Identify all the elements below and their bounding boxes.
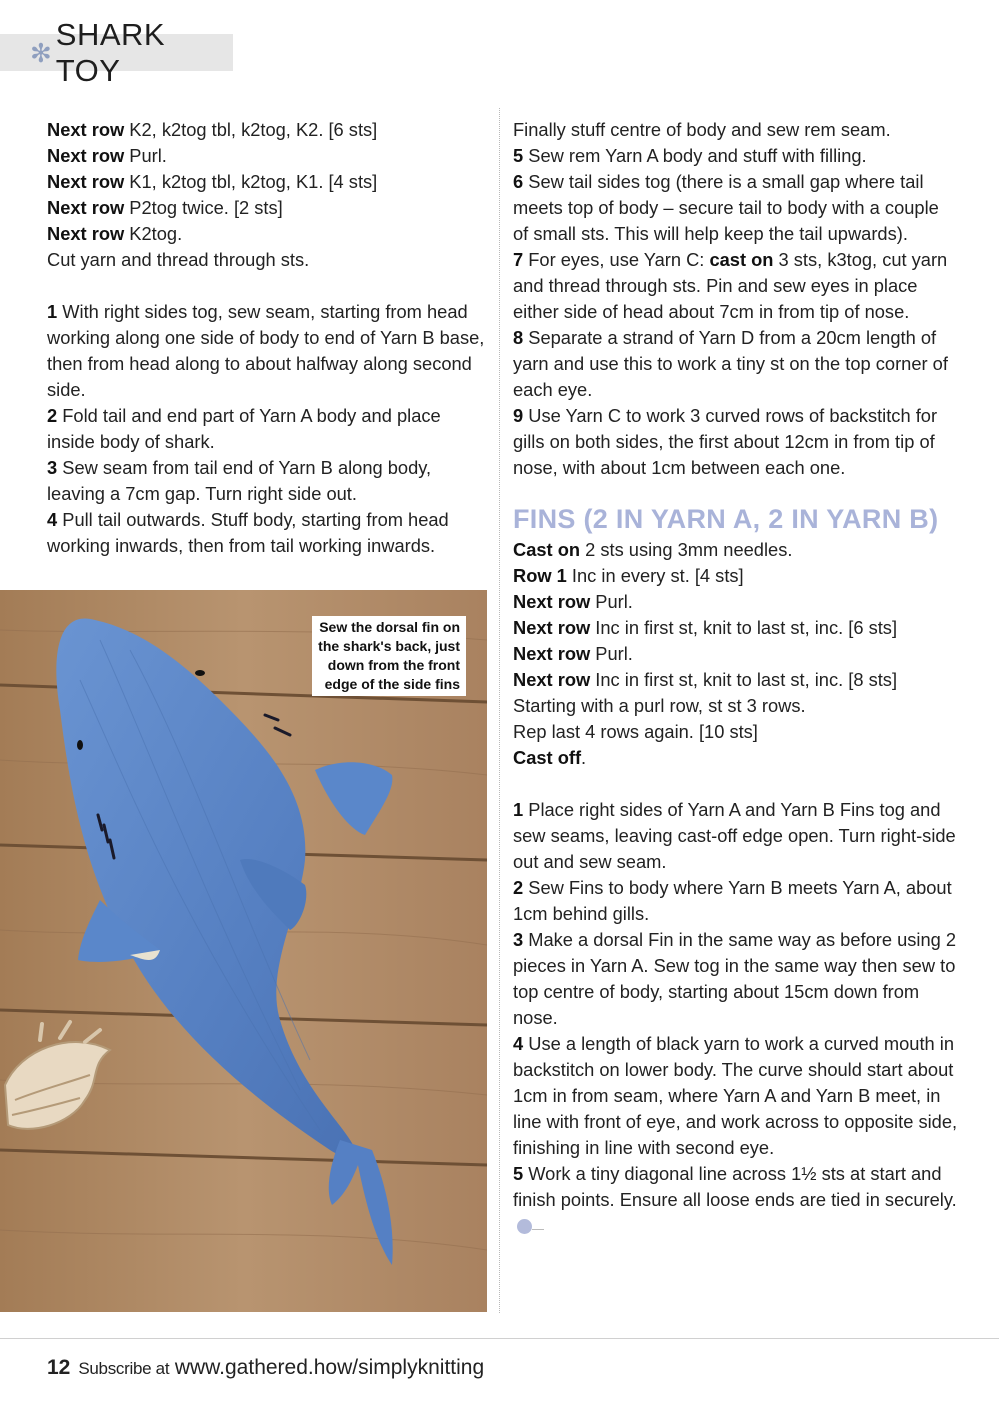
subscribe-label: Subscribe at (78, 1359, 170, 1378)
making-step: 1 With right sides tog, sew seam, starting from head working along one side of body to end of Yarn B base, then from head along to about halfway along second side. (47, 301, 485, 400)
pattern-row: Cast on 2 sts using 3mm needles. (513, 539, 793, 560)
photo-caption: Sew the dorsal fin on the shark's back, just down from the front edge of the side fins (312, 616, 466, 696)
making-step: 1 Place right sides of Yarn A and Yarn B Fins tog and sew seams, leaving cast-off edge open. Turn right-side out and sew seam. (513, 799, 956, 872)
making-step: 2 Fold tail and end part of Yarn A body and place inside body of shark. (47, 405, 441, 452)
instruction-text: Cut yarn and thread through sts. (47, 249, 310, 270)
fins-heading: FINS (2 IN YARN A, 2 IN YARN B) (513, 504, 939, 534)
pattern-row: Row 1 Inc in every st. [4 sts] (513, 565, 744, 586)
pattern-row: Next row Purl. (513, 643, 633, 664)
making-step: 4 Use a length of black yarn to work a curved mouth in backstitch on lower body. The curve should start about 1cm in from seam, where Yarn A and Yarn B meet, in line with front of eye, and work across to opposite side, finishing in line with second eye. (513, 1033, 958, 1158)
making-step: 8 Separate a strand of Yarn D from a 20cm length of yarn and use this to work a tiny st on the top corner of each eye. (513, 327, 948, 400)
pattern-row: Cast off. (513, 747, 587, 768)
instruction-text: Rep last 4 rows again. [10 sts] (513, 721, 758, 742)
pattern-row: Next row K2tog. (47, 223, 183, 244)
end-mark-line (532, 1229, 544, 1230)
pattern-row: Next row Inc in first st, knit to last st, inc. [6 sts] (513, 617, 898, 638)
page-title: SHARK TOY (55, 16, 166, 88)
making-step: 9 Use Yarn C to work 3 curved rows of backstitch for gills on both sides, the first about 12cm in from tip of nose, with about 1cm between each one. (513, 405, 938, 478)
pattern-row: Next row K2, k2tog tbl, k2tog, K2. [6 sts] (47, 119, 378, 140)
subscribe-url[interactable]: www.gathered.how/simplyknitting (174, 1356, 485, 1379)
column-divider (499, 108, 500, 1313)
asterisk-flower-icon: ✻ (30, 37, 52, 68)
pattern-row: Next row Purl. (47, 145, 167, 166)
yarn-ball-end-icon (517, 1219, 532, 1234)
footer-rule (0, 1338, 999, 1339)
left-column (47, 117, 487, 559)
pattern-row: Next row P2tog twice. [2 sts] (47, 197, 283, 218)
right-column (513, 117, 958, 1239)
making-step: 2 Sew Fins to body where Yarn B meets Yarn A, about 1cm behind gills. (513, 877, 952, 924)
pattern-row: Next row Inc in first st, knit to last st, inc. [8 sts] (513, 669, 898, 690)
instruction-text: Starting with a purl row, st st 3 rows. (513, 695, 806, 716)
pattern-row: Next row Purl. (513, 591, 633, 612)
shark-photo (0, 590, 487, 1312)
making-step: 5 Sew rem Yarn A body and stuff with filling. (513, 145, 867, 166)
making-step: 3 Sew seam from tail end of Yarn B along body, leaving a 7cm gap. Turn right side out. (47, 457, 432, 504)
making-step: 3 Make a dorsal Fin in the same way as before using 2 pieces in Yarn A. Sew tog in the same way then sew to top centre of body, starting about 15cm down from nose. (513, 929, 957, 1028)
section-tag (0, 16, 233, 88)
instruction-text: Finally stuff centre of body and sew rem seam. (513, 119, 891, 140)
making-step: 4 Pull tail outwards. Stuff body, starting from head working inwards, then from tail working inwards. (47, 509, 449, 556)
pattern-row: Next row K1, k2tog tbl, k2tog, K1. [4 sts] (47, 171, 378, 192)
making-step: 5 Work a tiny diagonal line across 1½ sts at start and finish points. Ensure all loose ends are tied in securely. (513, 1161, 958, 1239)
making-step: 7 For eyes, use Yarn C: cast on 3 sts, k3tog, cut yarn and thread through sts. Pin and sew eyes in place either side of head about 7cm in from tip of nose. (513, 249, 948, 322)
page-number: 12 (47, 1356, 71, 1379)
footer (47, 1356, 484, 1380)
making-step: 6 Sew tail sides tog (there is a small gap where tail meets top of body – secure tail to body with a couple of small sts. This will help keep the tail upwards). (513, 171, 939, 244)
